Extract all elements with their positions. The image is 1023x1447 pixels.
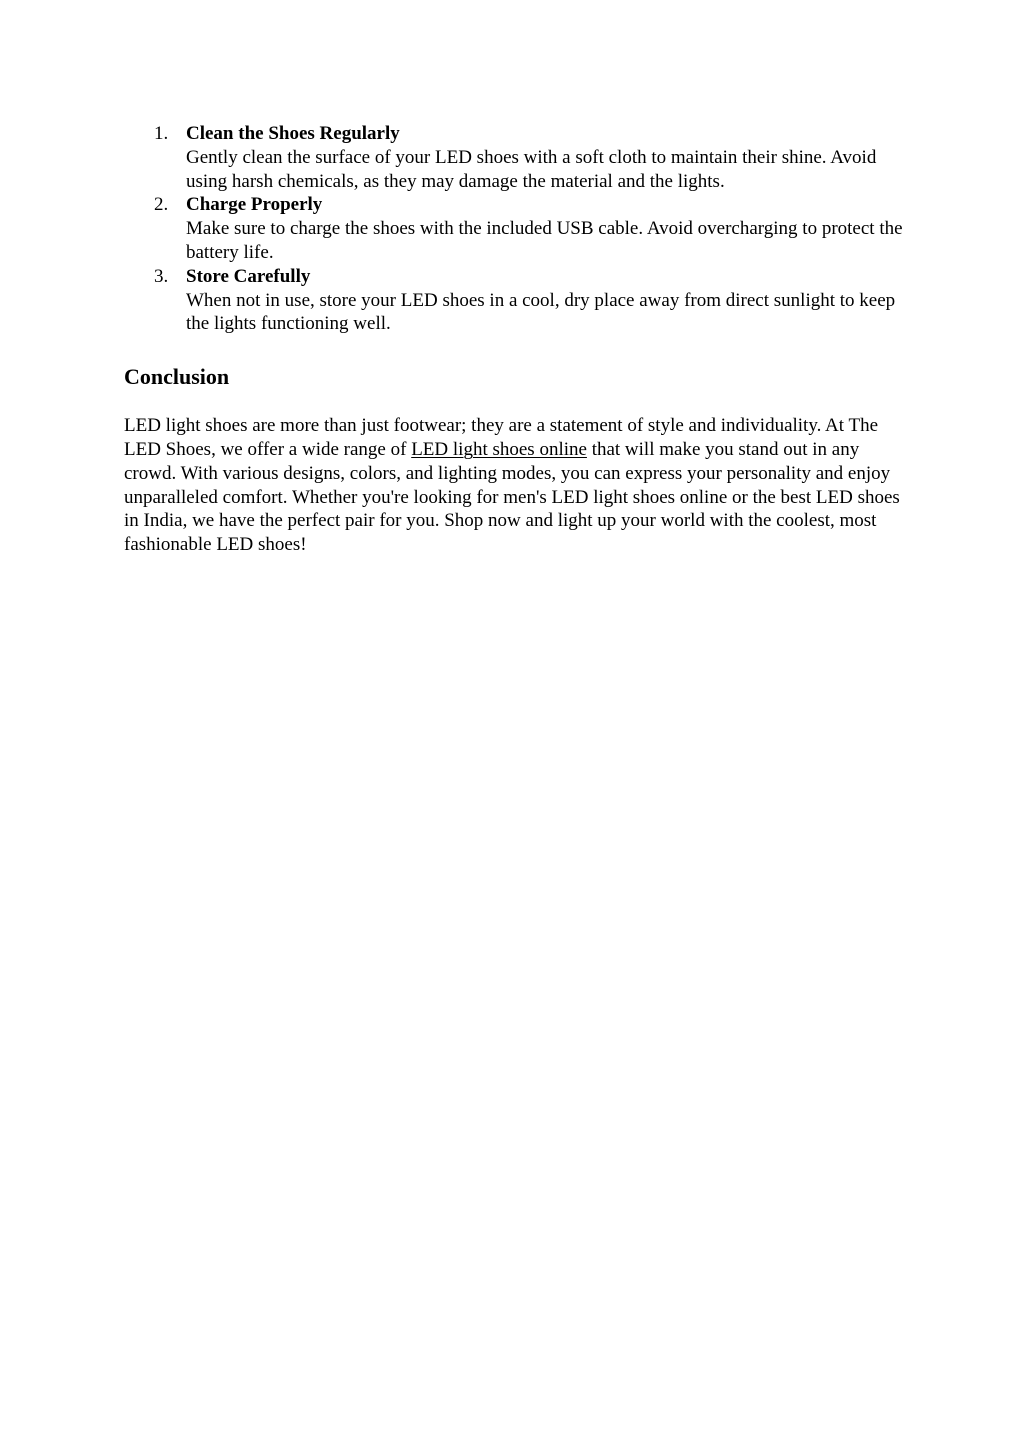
care-tips-list [124,122,904,336]
list-item [124,265,904,336]
conclusion-text-after-link: that will make you stand out in any crowd. With various designs, colors, and lighting modes, you can express your personality and enjoy unparalleled comfort. Whether you're looking for men's LED light shoes online or the best LED shoes in India, we have the perfect pair for you. Shop now and light up your world with the coolest, most fashionable LED shoes! [124,438,900,556]
list-item-number: 3. [154,265,169,287]
list-item-body: Make sure to charge the shoes with the included USB cable. Avoid overcharging to protect the battery life. [186,218,903,263]
list-item-title: Clean the Shoes Regularly [186,123,400,144]
list-item [124,193,904,264]
conclusion-paragraph [124,414,904,557]
led-light-shoes-online-link[interactable]: LED light shoes online [411,438,587,460]
conclusion-text-before-link: LED light shoes are more than just footwear; they are a statement of style and individuality. At The LED Shoes, we offer a wide range of [124,415,878,460]
page-content [124,122,904,557]
list-item-body: Gently clean the surface of your LED shoes with a soft cloth to maintain their shine. Avoid using harsh chemicals, as they may damage the material and the lights. [186,146,877,192]
list-item-title: Charge Properly [186,194,323,216]
list-item-number: 2. [154,194,169,216]
list-item-number: 1. [154,123,169,144]
conclusion-heading: Conclusion [124,364,230,390]
list-item [124,122,904,193]
list-item-title: Store Carefully [186,265,311,287]
list-item-body: When not in use, store your LED shoes in a cool, dry place away from direct sunlight to keep the lights functioning well. [186,289,896,335]
